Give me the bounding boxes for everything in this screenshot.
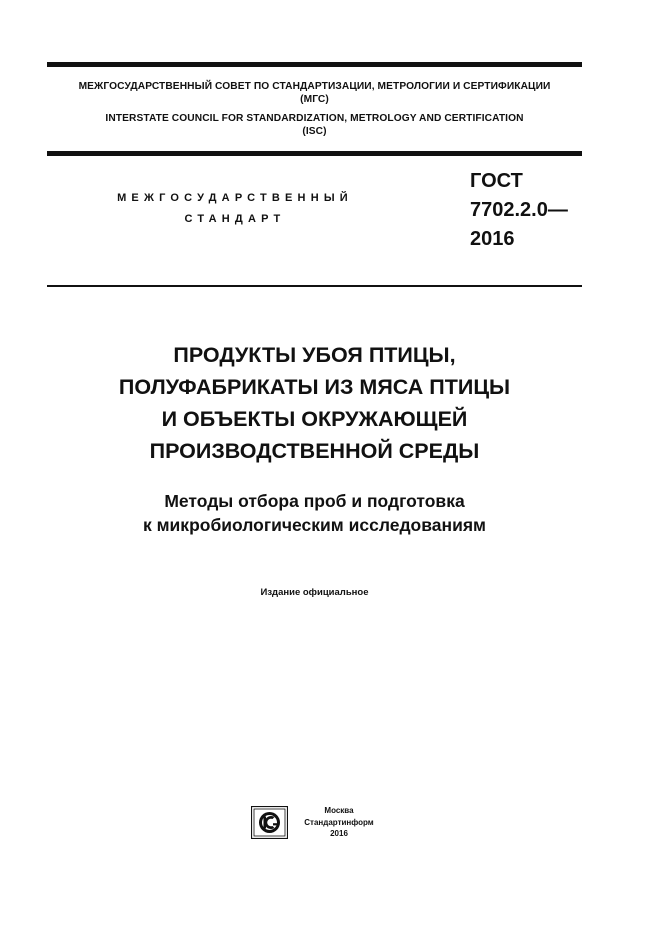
title-line3: И ОБЪЕКТЫ ОКРУЖАЮЩЕЙ [161,407,468,431]
gost-designation [470,167,568,254]
top-rule [47,62,582,67]
document-title [47,339,582,467]
publisher-name: Стандартинформ [304,817,374,827]
subtitle-line1: Методы отбора проб и подготовка [164,491,465,511]
designation-rule [47,285,582,287]
council-ru-line2: (МГС) [300,94,329,105]
standartinform-logo-icon [251,806,288,839]
document-subtitle [47,489,582,537]
council-en-line1: INTERSTATE COUNCIL FOR STANDARDIZATION, METROLOGY AND CERTIFICATION [105,113,524,124]
gost-label: ГОСТ [470,170,523,192]
publisher-city: Москва [324,806,354,815]
edition-note: Издание официальное [260,587,369,598]
title-line2: ПОЛУФАБРИКАТЫ ИЗ МЯСА ПТИЦЫ [118,375,511,399]
council-en-line2: (ISC) [302,126,327,137]
publisher-info [296,805,382,840]
header-bottom-rule [47,151,582,156]
title-line1: ПРОДУКТЫ УБОЯ ПТИЦЫ, [173,343,456,367]
council-ru [47,80,582,106]
council-en [47,112,582,138]
subtitle-line2: к микробиологическим исследованиям [142,515,486,535]
standard-type-line2: СТАНДАРТ [184,213,286,225]
standard-type-line1: МЕЖГОСУДАРСТВЕННЫЙ [117,192,353,204]
standard-type [90,188,380,230]
title-line4: ПРОИЗВОДСТВЕННОЙ СРЕДЫ [149,439,480,463]
council-ru-line1: МЕЖГОСУДАРСТВЕННЫЙ СОВЕТ ПО СТАНДАРТИЗАЦИИ, МЕТРОЛОГИИ И СЕРТИФИКАЦИИ [78,81,551,92]
publisher-year: 2016 [330,829,348,838]
gost-year: 2016 [470,228,515,250]
gost-number: 7702.2.0— [470,199,568,221]
